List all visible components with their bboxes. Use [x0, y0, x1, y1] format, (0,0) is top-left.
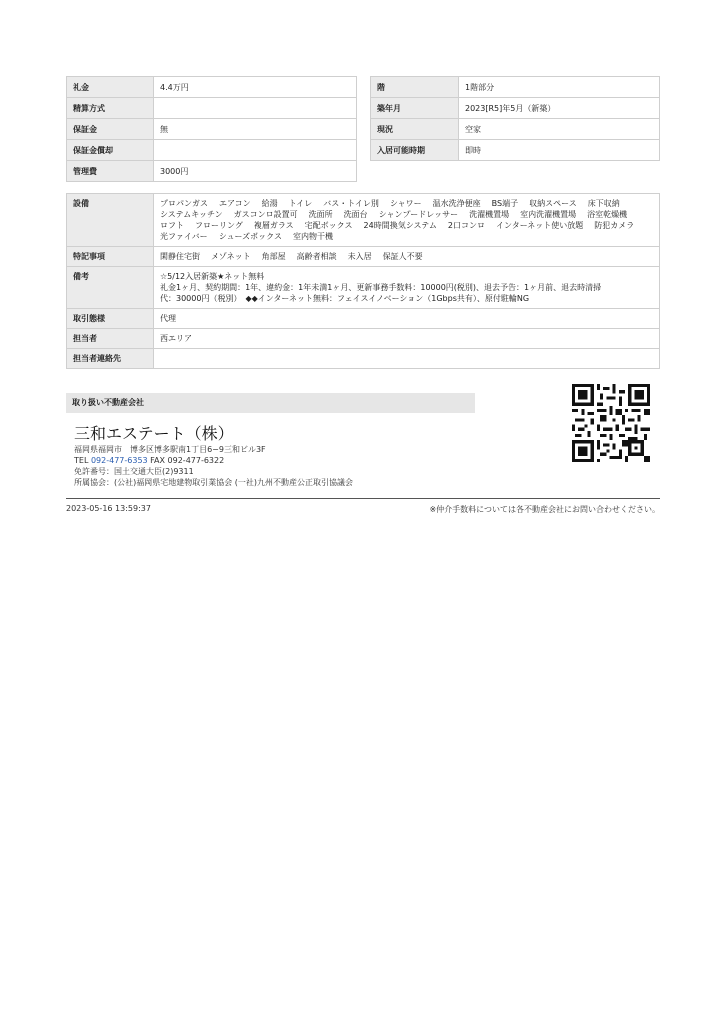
row-value: 4.4万円	[154, 77, 357, 98]
remarks-line: ☆5/12入居新築★ネット無料	[160, 272, 265, 281]
row-value: 3000円	[154, 161, 357, 182]
remarks-label: 備考	[67, 267, 154, 309]
tel-prefix: TEL	[74, 456, 91, 465]
table-row	[371, 140, 660, 161]
tag-item: 給湯	[261, 199, 278, 208]
table-row	[67, 267, 660, 309]
row-value	[154, 98, 357, 119]
right-info-table	[370, 76, 660, 161]
tag-item: バス・トイレ別	[323, 199, 379, 208]
row-label: 入居可能時期	[371, 140, 459, 161]
staff-contact-value	[154, 349, 660, 369]
company-info	[74, 444, 353, 488]
tag-item: 24時間換気システム	[363, 221, 437, 230]
print-timestamp: 2023-05-16 13:59:37	[66, 504, 151, 513]
table-row	[371, 119, 660, 140]
tag-item: 温水洗浄便座	[432, 199, 481, 208]
staff-value: 西エリア	[154, 329, 660, 349]
tag-item: シャワー	[389, 199, 422, 208]
tag-item: システムキッチン	[160, 210, 223, 219]
tag-item: 未入居	[347, 252, 372, 261]
tag-item: エアコン	[219, 199, 251, 208]
table-row	[371, 98, 660, 119]
staff-label: 担当者	[67, 329, 154, 349]
table-row	[67, 140, 357, 161]
row-label: 精算方式	[67, 98, 154, 119]
row-label: 保証金	[67, 119, 154, 140]
tag-item: 浴室乾燥機	[587, 210, 628, 219]
tag-item: メゾネット	[211, 252, 251, 261]
company-address: 福岡県福岡市 博多区博多駅南1丁目6−9三和ビル3F	[74, 445, 266, 454]
remarks-line: 代：30000円（税別） ◆◆インターネット無料：フェイスイノベーション（1Gbps共有）、原付駐輪NG	[160, 294, 530, 303]
tag-item: 収納スペース	[529, 199, 577, 208]
left-info-table	[66, 76, 357, 182]
row-value: 無	[154, 119, 357, 140]
row-value: 空家	[459, 119, 660, 140]
table-row	[67, 119, 357, 140]
tag-item: ガスコンロ設置可	[233, 210, 298, 219]
company-phone-line	[74, 455, 353, 466]
table-row	[67, 309, 660, 329]
tag-item: 防犯カメラ	[594, 221, 635, 230]
equipment-list	[154, 194, 660, 247]
row-value: 2023[R5]年5月（新築）	[459, 98, 660, 119]
staff-contact-label: 担当者連絡先	[67, 349, 154, 369]
fax-number: FAX 092-477-6322	[147, 456, 225, 465]
tag-item: フローリング	[195, 221, 243, 230]
tag-item: 2口コンロ	[447, 221, 486, 230]
feature-table	[66, 193, 660, 369]
tag-item: 宅配ボックス	[304, 221, 353, 230]
tag-item: 洗面所	[308, 210, 333, 219]
tag-item: 洗面台	[343, 210, 368, 219]
special-list	[154, 247, 660, 267]
remarks-value	[154, 267, 660, 309]
table-row	[371, 77, 660, 98]
row-label: 礼金	[67, 77, 154, 98]
equipment-label: 設備	[67, 194, 154, 247]
footer-divider	[66, 498, 660, 499]
table-row	[67, 329, 660, 349]
row-value: 1階部分	[459, 77, 660, 98]
row-label: 現況	[371, 119, 459, 140]
tag-item: 複層ガラス	[253, 221, 294, 230]
table-row	[67, 194, 660, 247]
tag-item: シャンプードレッサー	[378, 210, 459, 219]
agency-header: 取り扱い不動産会社	[66, 393, 475, 413]
tag-item: プロパンガス	[160, 199, 208, 208]
row-label: 保証金償却	[67, 140, 154, 161]
tag-item: 閑静住宅街	[160, 252, 200, 261]
tag-item: 保証人不要	[382, 252, 423, 261]
tag-item: 高齢者相談	[296, 252, 337, 261]
tag-item: インターネット使い放題	[496, 221, 584, 230]
tag-item: BS端子	[491, 199, 519, 208]
transaction-value: 代理	[154, 309, 660, 329]
license-number: 免許番号：国土交通大臣(2)9311	[74, 467, 194, 476]
qr-code-icon	[572, 384, 650, 462]
row-value: 即時	[459, 140, 660, 161]
tag-item: 角部屋	[261, 252, 286, 261]
row-label: 築年月	[371, 98, 459, 119]
table-row	[67, 349, 660, 369]
special-label: 特記事項	[67, 247, 154, 267]
company-name: 三和エステート（株）	[74, 424, 234, 443]
row-label: 階	[371, 77, 459, 98]
tag-item: 室内洗濯機置場	[520, 210, 577, 219]
table-row	[67, 77, 357, 98]
tag-item: トイレ	[288, 199, 313, 208]
transaction-label: 取引態様	[67, 309, 154, 329]
tel-link[interactable]: 092-477-6353	[90, 456, 148, 465]
remarks-line: 礼金1ヶ月、契約期間：1年、違約金：1年未満1ヶ月、更新事務手数料：10000円(税別)、退去予告：1ヶ月前、退去時清掃	[160, 283, 602, 292]
tag-item: ロフト	[160, 221, 184, 230]
table-row	[67, 98, 357, 119]
tag-item: 光ファイバー	[160, 232, 208, 241]
tag-item: 床下収納	[587, 199, 620, 208]
table-row	[67, 161, 357, 182]
association: 所属協会：(公社)福岡県宅地建物取引業協会 (一社)九州不動産公正取引協議会	[74, 478, 354, 487]
table-row	[67, 247, 660, 267]
footer-note: ※仲介手数料については各不動産会社にお問い合わせください。	[429, 505, 660, 514]
tag-item: シューズボックス	[218, 232, 283, 241]
row-value	[154, 140, 357, 161]
row-label: 管理費	[67, 161, 154, 182]
tag-item: 室内物干機	[293, 232, 334, 241]
tag-item: 洗濯機置場	[469, 210, 510, 219]
